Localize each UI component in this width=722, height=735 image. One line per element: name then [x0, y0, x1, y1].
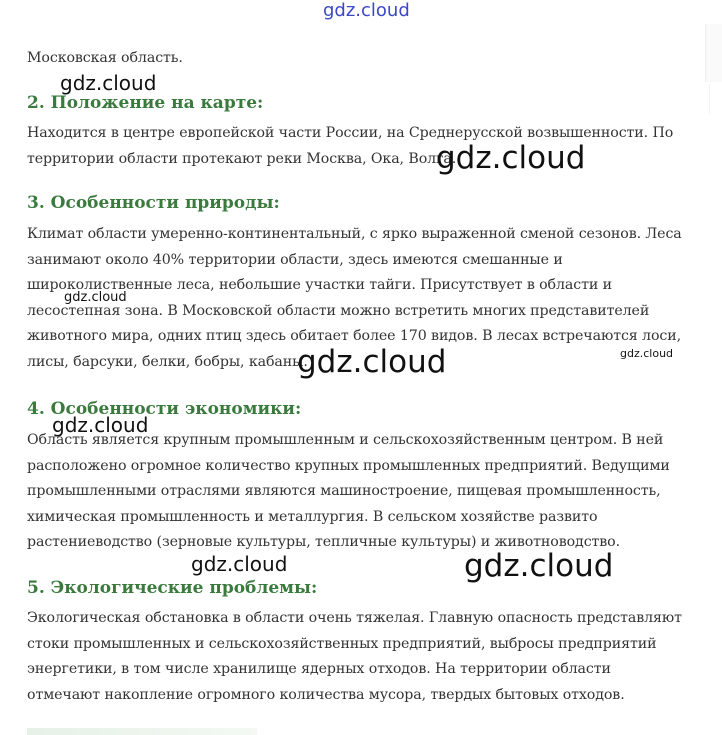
section-text-location: Находится в центре европейской части России, на Среднерусской возвышенности. По территории области протекают реки Москва, Ока, Волга. — [27, 125, 674, 167]
section-heading-economy: 4. Особенности экономики: — [27, 399, 302, 419]
section-text-economy: Область является крупным промышленным и сельскохозяйственным центром. В ней расположено огромное количество крупных промышленных предприятий. Ведущими промышленными отраслями являются машиностроение, пищевая промышленность, химическая промышленность и металлургия. В сельском хозяйстве развито растениеводство (зерновые культуры, тепличные культуры) и животноводство. — [27, 432, 670, 551]
section-heading-location: 2. Положение на карте: — [27, 93, 264, 113]
watermark-1: gdz.cloud — [60, 71, 157, 95]
watermark-4: gdz.cloud — [297, 344, 447, 380]
section-heading-nature: 3. Особенности природы: — [27, 193, 280, 213]
watermark-6: gdz.cloud — [52, 413, 149, 437]
watermark-7: gdz.cloud — [191, 552, 288, 576]
intro-text: Московская область. — [27, 50, 183, 66]
watermark-2: gdz.cloud — [436, 140, 586, 176]
page-edge-decoration-2 — [709, 84, 722, 114]
page-edge-decoration — [705, 24, 722, 82]
bottom-cutoff-heading — [27, 728, 257, 735]
watermark-8: gdz.cloud — [464, 548, 614, 584]
watermark-3: gdz.cloud — [64, 290, 127, 305]
section-text-nature: Климат области умеренно-континентальный, с ярко выраженной сменой сезонов. Леса занимают около 40% территории области, здесь имеются смешанные и широколиственные леса, небольшие участки тайги. Присутствует в области и лесостепная зона. В Московской области можно встретить многих представителей животного мира, одних птиц здесь обитает более 170 видов. В лесах встречаются лоси, лисы, барсуки, белки, бобры, кабаны. — [27, 226, 682, 370]
section-heading-ecology: 5. Экологические проблемы: — [27, 578, 318, 598]
watermark-top: gdz.cloud — [323, 0, 410, 21]
watermark-5: gdz.cloud — [620, 347, 674, 360]
section-text-ecology: Экологическая обстановка в области очень тяжелая. Главную опасность представляют стоки промышленных и сельскохозяйственных предприятий, выбросы предприятий энергетики, в том числе хранилище ядерных отходов. На территории области отмечают накопление огромного количества мусора, твердых бытовых отходов. — [27, 610, 682, 703]
